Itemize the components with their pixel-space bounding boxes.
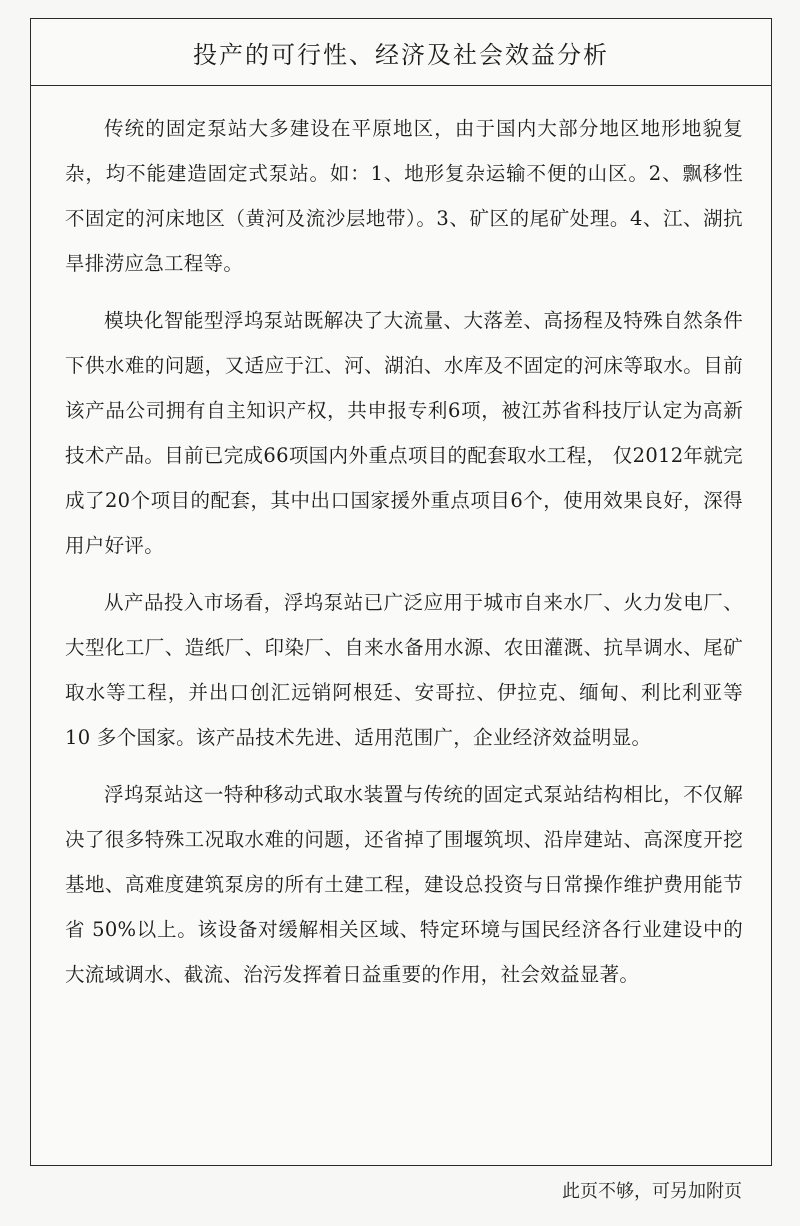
paragraph-social-benefit: 浮坞泵站这一特种移动式取水装置与传统的固定式泵站结构相比，不仅解决了很多特殊工况取水难的问题，还省掉了围堰筑坝、沿岸建站、高深度开挖基地、高难度建筑泵房的所有土建工程，建设总投资与日常操作维护费用能节省 50%以上。该设备对缓解相关区域、特定环境与国民经济各行业建设中的大流域调水、截流、治污发挥着日益重要的作用，社会效益显著。 [65, 783, 743, 986]
page-title: 投产的可行性、经济及社会效益分析 [193, 40, 609, 69]
title-row [31, 19, 771, 86]
footer-note: 此页不够，可另加附页 [562, 1181, 742, 1202]
paragraph-market-application: 从产品投入市场看，浮坞泵站已广泛应用于城市自来水厂、火力发电厂、大型化工厂、造纸厂、印染厂、自来水备用水源、农田灌溉、抗旱调水、尾矿取水等工程，并出口创汇远销阿根廷、安哥拉、伊拉克、缅甸、利比利亚等 10 多个国家。该产品技术先进、适用范围广，企业经济效益明显。 [65, 591, 743, 749]
document-frame [30, 18, 772, 1166]
paragraph-terrain-background: 传统的固定泵站大多建设在平原地区，由于国内大部分地区地形地貌复杂，均不能建造固定式泵站。如：1、地形复杂运输不便的山区。2、飘移性不固定的河床地区（黄河及流沙层地带）。3、矿区的尾矿处理。4、江、湖抗旱排涝应急工程等。 [65, 117, 743, 275]
document-body [31, 86, 771, 997]
paragraph-product-advantages: 模块化智能型浮坞泵站既解决了大流量、大落差、高扬程及特殊自然条件下供水难的问题，又适应于江、河、湖泊、水库及不固定的河床等取水。目前该产品公司拥有自主知识产权，共申报专利6项，被江苏省科技厅认定为高新技术产品。目前已完成66项国内外重点项目的配套取水工程， 仅2012年就完成了20个项目的配套，其中出口国家援外重点项目6个，使用效果良好，深得用户好评。 [65, 309, 743, 557]
